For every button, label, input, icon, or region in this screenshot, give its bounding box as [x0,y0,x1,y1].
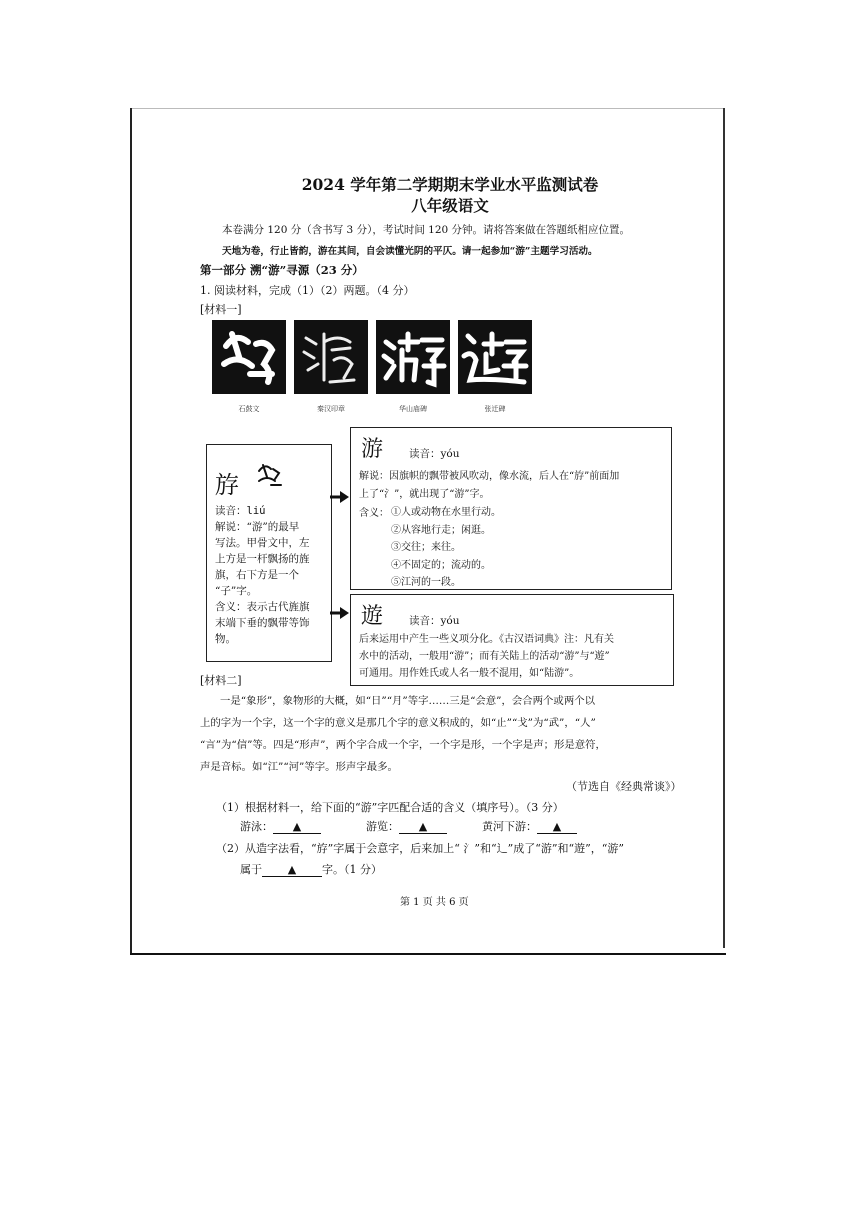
you-variant-line: 水中的活动，一般用“游”；而有关陆上的活动“游”与“遊” [359,651,610,662]
material-1-label: [材料一] [200,303,242,316]
exam-note-1: 本卷满分 120 分（含书写 3 分），考试时间 120 分钟。请将答案做在答题纸相应位置。 [222,224,631,236]
you-variant-character: 遊 [361,604,384,629]
you-meaning-item: ④不固定的；流动的。 [391,559,491,571]
glyph-caption-1: 石鼓文 [238,405,260,413]
exam-title: 2024 学年第二学期期末学业水平监测试卷 [301,175,599,194]
question-1: 1. 阅读材料，完成（1）（2）两题。（4 分） [200,284,415,297]
page-number: 第 1 页 共 6 页 [400,897,469,908]
answer-blank[interactable]: ▲ [273,820,321,834]
material-2-text [200,690,606,778]
arrow-right-icon [330,606,350,620]
sheet-right-edge [723,108,725,948]
part1-heading: 第一部分 溯“游”寻源（23 分） [200,263,364,277]
sub-question-2: （2）从造字法看，“斿”字属于会意字，后来加上“ 氵”和“辶”成了“游”和“遊”，“游” [216,842,624,855]
you-meanings [391,504,501,592]
answer-label: 游览： [366,820,399,833]
glyph-caption-3: 华山庙碑 [399,405,427,413]
you-explain [359,468,619,504]
liu-explanation-box [206,444,332,662]
liu-oracle-icon [255,461,283,495]
material-2-line: 声是音标。如“江”“河”等字。形声字最多。 [200,761,398,773]
liu-explain-line: 上方是一杆飘扬的旌 [215,553,310,565]
material-2-label: [材料二] [200,674,242,687]
answer-blank[interactable]: ▲ [537,820,577,834]
liu-explain-line: “子”字。 [215,585,258,597]
exam-subtitle: 八年级语文 [411,196,489,215]
arrow-right-icon [330,490,350,504]
oracle-glyph-image [212,320,286,394]
sheet-top-edge [130,108,724,109]
answer-item-downstream [482,818,577,834]
material-2-line: 一是“象形”，象物形的大概，如“日”“月”等字……三是“会意”，会合两个或两个以 [220,695,595,707]
you-meaning-item: ③交往；来往。 [391,542,461,553]
you-variant-reading: 读音：yóu [409,615,460,627]
you-explain-line: 上了“氵”，就出现了“游”字。 [359,489,490,500]
you-meaning-label: 含义： [359,508,389,519]
sub-question-1: （1）根据材料一，给下面的“游”字匹配合适的含义（填序号）。（3 分） [216,801,564,814]
answer-item-sightsee [366,818,447,834]
you-meaning-item: ①人或动物在水里行动。 [391,507,501,518]
you-reading: 读音：yóu [409,448,460,460]
liu-meaning-line: 末端下垂的飘带等饰 [215,617,310,629]
you-meaning-item: ⑤江河的一段。 [391,577,461,588]
glyph-caption-4: 张迁碑 [484,405,506,413]
you-variant-text [359,631,614,682]
material-2-source: （节选自《经典常谈》） [566,780,682,793]
exam-note-2: 天地为卷，行止皆韵，游在其间，自会读懂光阴的平仄。请一起参加“游”主题学习活动。 [222,246,598,257]
you-meaning-item: ②从容地行走；闲逛。 [391,524,491,536]
material-2-line: “言”为“信”等。四是“形声”，两个字合成一个字，一个字是形，一个字是声；形是意符， [200,739,606,751]
you-character: 游 [361,437,384,462]
liu-explain [215,519,310,647]
you-variant-line: 可通用。用作姓氏或人名一般不混用，如“陆游”。 [359,668,580,679]
answer-suffix: 字。（1 分） [322,863,382,876]
liu-reading: 读音：liú [215,505,266,517]
answer-label: 黄河下游： [482,820,537,833]
cursive-glyph-image [458,320,532,394]
you-explain-line: 解说：因旗帜的飘带被风吹动，像水流，后人在“斿”前面加 [359,471,620,482]
liu-character: 斿 [215,471,239,499]
answer-blank[interactable]: ▲ [399,820,447,834]
bronze-glyph-image [294,320,368,394]
you-variant-box [350,594,674,686]
sub-question-2-line2 [240,861,382,877]
glyph-caption-2: 秦汉印章 [317,405,345,413]
liu-meaning-line: 含义：表示古代旌旗 [215,601,310,613]
you-variant-line: 后来运用中产生一些义项分化。《古汉语词典》注：凡有关 [359,634,614,645]
answer-blank[interactable]: ▲ [262,863,322,877]
material-2-line: 上的字为一个字，这一个字的意义是那几个字的意义积成的，如“止”“戈”为“武”，“人” [200,717,596,729]
liu-meaning-line: 物。 [215,633,236,645]
answer-prefix: 属于 [240,863,262,876]
liu-explain-line: 解说：“游”的最早 [215,521,300,533]
answer-label: 游泳： [240,820,273,833]
liu-explain-line: 写法。甲骨文中，左 [215,537,310,549]
sheet-left-edge [130,108,132,954]
liu-explain-line: 旗，右下方是一个 [215,569,299,581]
stele-glyph-image [376,320,450,394]
you-explanation-box [350,427,672,590]
answer-item-swim [240,818,321,834]
sheet-bottom-edge [130,953,726,955]
